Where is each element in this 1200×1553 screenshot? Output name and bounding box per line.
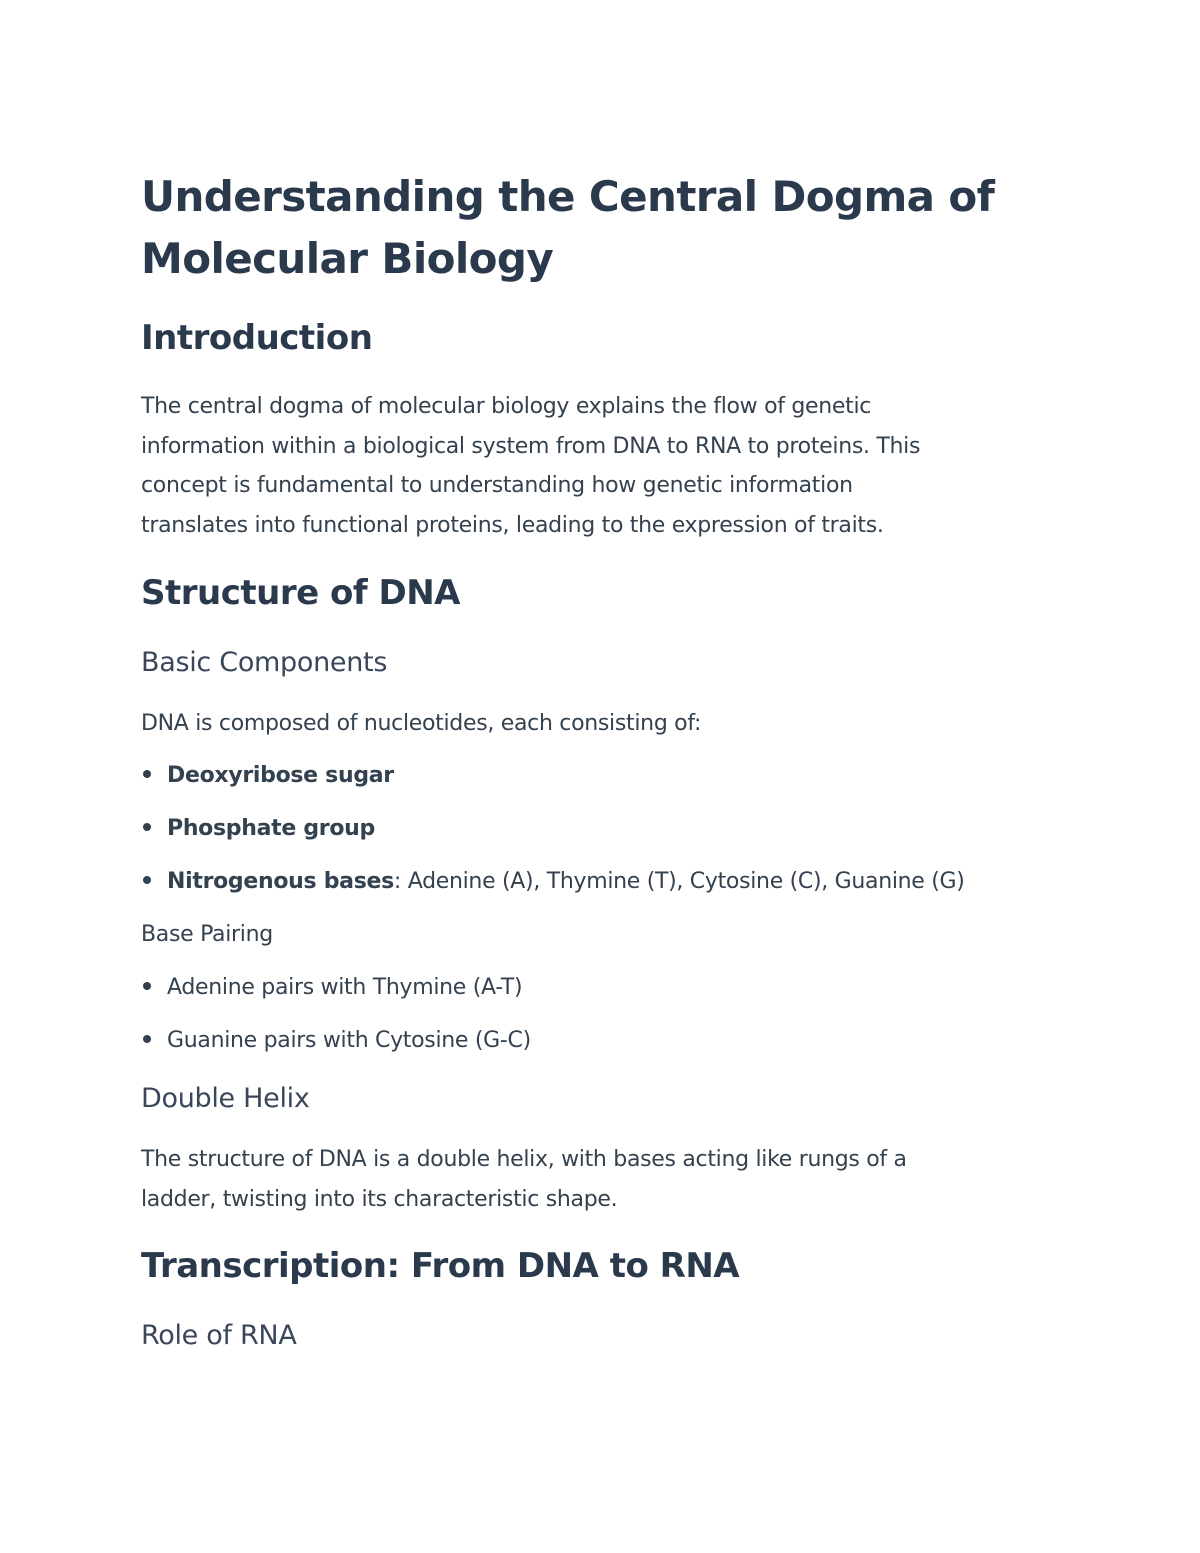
intro-line-4: translates into functional proteins, leading to the expression of traits. (141, 512, 884, 538)
double-helix-line-2: ladder, twisting into its characteristic shape. (141, 1186, 618, 1212)
bullet-icon (143, 770, 151, 778)
list-item-text: Guanine pairs with Cytosine (G-C) (167, 1028, 531, 1053)
basic-components-heading: Basic Components (141, 647, 388, 678)
intro-line-2: information within a biological system from DNA to RNA to proteins. This (141, 433, 921, 459)
list-item (141, 1026, 531, 1056)
intro-line-1: The central dogma of molecular biology explains the flow of genetic (141, 394, 872, 419)
list-item (141, 761, 394, 791)
bullet-icon (143, 823, 151, 831)
list-item-text: : Adenine (A), Thymine (T), Cytosine (C), Guanine (G) (393, 869, 965, 894)
bullet-icon (143, 876, 151, 884)
list-item (141, 814, 375, 844)
page-title-line-1: Understanding the Central Dogma of (141, 172, 995, 221)
double-helix-line-1: The structure of DNA is a double helix, with bases acting like rungs of a (141, 1147, 907, 1172)
basic-components-intro: DNA is composed of nucleotides, each consisting of: (141, 711, 702, 736)
introduction-heading: Introduction (141, 318, 373, 358)
base-pairing-heading: Base Pairing (141, 922, 273, 947)
double-helix-heading: Double Helix (141, 1083, 310, 1114)
transcription-heading: Transcription: From DNA to RNA (141, 1246, 740, 1286)
page-title (141, 166, 994, 290)
list-item-bold: Deoxyribose sugar (167, 763, 394, 788)
role-of-rna-heading: Role of RNA (141, 1320, 297, 1351)
bullet-icon (143, 1035, 151, 1043)
page-title-line-2: Molecular Biology (141, 234, 554, 283)
double-helix-paragraph (141, 1140, 907, 1219)
list-item-bold: Phosphate group (167, 816, 375, 841)
structure-heading: Structure of DNA (141, 573, 460, 613)
intro-line-3: concept is fundamental to understanding how genetic information (141, 473, 853, 498)
list-item (141, 867, 965, 897)
list-item-bold: Nitrogenous bases (167, 869, 394, 894)
list-item (141, 973, 522, 1003)
introduction-paragraph (141, 387, 920, 545)
list-item-text: Adenine pairs with Thymine (A-T) (167, 975, 523, 1000)
bullet-icon (143, 982, 151, 990)
